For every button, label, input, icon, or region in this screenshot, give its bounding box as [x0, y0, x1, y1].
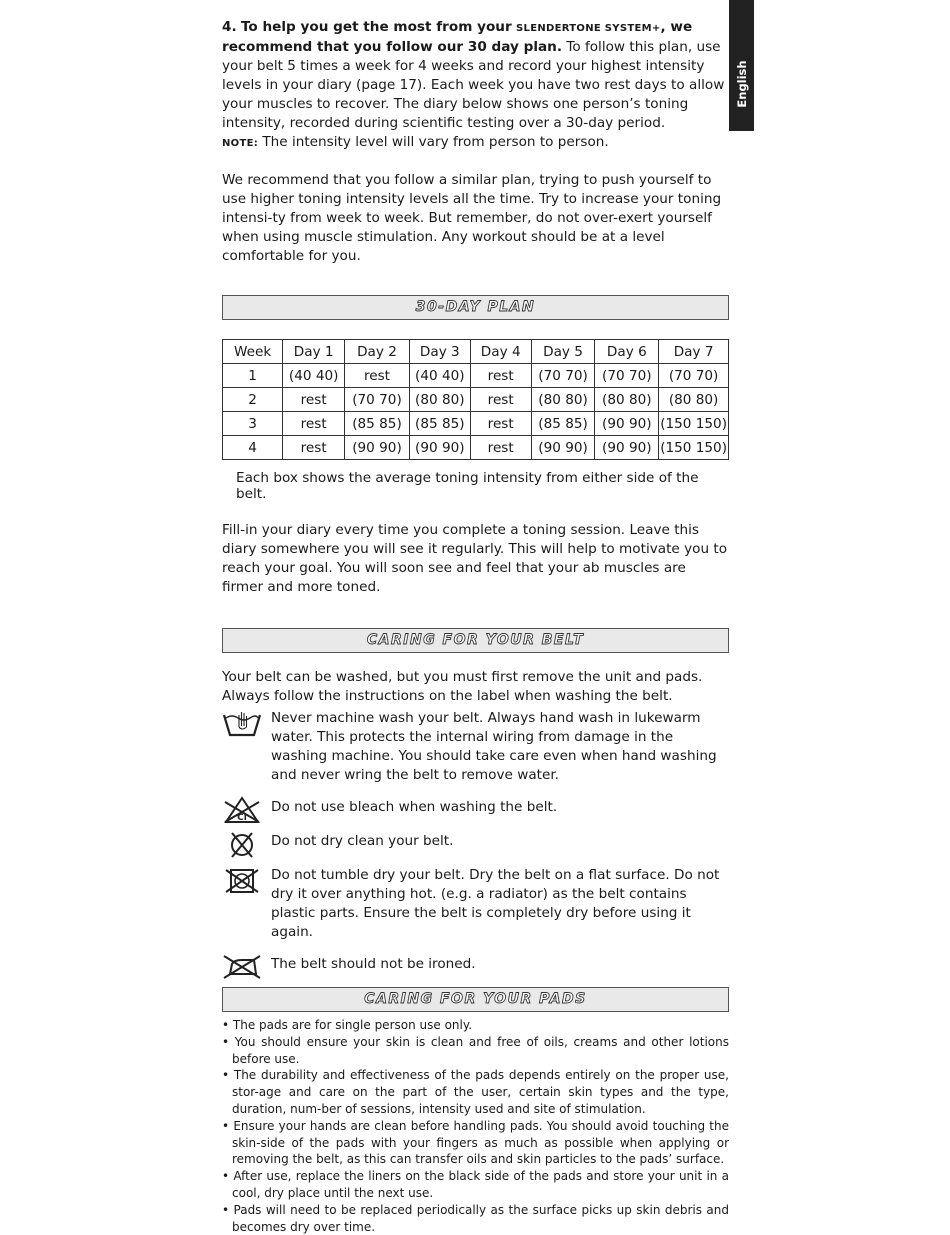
belt-care-intro: Your belt can be washed, but you must first remove the unit and pads. Always follow the instructions on the label when washing the belt. [222, 669, 703, 704]
intro-bold-tail: , we recommend that you follow our 30 day plan. [222, 19, 693, 55]
intro-body: To follow this plan, use your belt 5 times a week for 4 weeks and record your highest intensity levels in your diary (page 17). Each week you have two rest days to allow your muscles to recover. The diary below shows one person’s toning intensity, recorded during scientific testing over a 30-day period. [222, 39, 725, 131]
recommend-paragraph: We recommend that you follow a similar plan, trying to push yourself to use higher toning intensity levels all the time. Try to increase your toning intensi-ty from week to week. But remember, do not over-exert yourself when using muscle stimulation. Any workout should be at a level comfortable for you. [222, 172, 722, 264]
diary-paragraph: Fill-in your diary every time you complete a toning session. Leave this diary somewhere you will see it regularly. This will help to motivate you to reach your goal. You will soon see and feel that your ab muscles are firmer and more toned. [222, 522, 728, 595]
plan-column-header: Day 2 [345, 340, 410, 364]
plan-row [223, 436, 729, 460]
plan-column-header: Day 7 [659, 340, 729, 364]
plan-day-cell: (90 90) [595, 412, 659, 436]
hand-wash-icon [222, 709, 262, 739]
intro-bold-lead: To help you get the most from your [240, 19, 512, 35]
plan-day-cell: rest [283, 412, 345, 436]
pad-care-bullet: • Pads will need to be replaced periodically as the surface picks up skin debris and becomes dry over time. [222, 1202, 729, 1235]
plan-day-cell: (85 85) [345, 412, 410, 436]
care-text: Never machine wash your belt. Always hand wash in lukewarm water. This protects the internal wiring from damage in the washing machine. You should take care even when hand washing and never wring the belt to remove water. [271, 710, 717, 783]
plan-day-cell: rest [470, 364, 531, 388]
plan-day-cell: (85 85) [409, 412, 470, 436]
care-item [222, 796, 729, 826]
care-text: Do not use bleach when washing the belt. [271, 799, 558, 815]
care-text: Do not dry clean your belt. [271, 833, 454, 849]
plan-week-cell: 3 [223, 412, 283, 436]
brand-name: SLENDERTONE SYSTEM+ [516, 23, 661, 34]
belt-care-heading: CARING FOR YOUR BELT [222, 628, 729, 653]
plan-header-row [223, 340, 729, 364]
plan-row [223, 388, 729, 412]
plan-column-header: Day 1 [283, 340, 345, 364]
plan-day-cell: (80 80) [595, 388, 659, 412]
plan-day-cell: rest [345, 364, 410, 388]
care-text: Do not tumble dry your belt. Dry the belt on a flat surface. Do not dry it over anything hot. (e.g. a radiator) as the belt contains plastic parts. Ensure the belt is completely dry before using it again. [271, 867, 720, 940]
plan-day-cell: (70 70) [595, 364, 659, 388]
pad-care-heading: CARING FOR YOUR PADS [222, 987, 729, 1012]
plan-day-cell: rest [470, 388, 531, 412]
pad-care-bullet: • The durability and effectiveness of the pads depends entirely on the proper use, stor-age and care on the part of the user, certain skin types and the type, duration, num-ber of sessions, intensity used and site of stimulation. [222, 1067, 729, 1117]
plan-day-cell: (70 70) [659, 364, 729, 388]
language-tab-label: English [734, 60, 749, 108]
belt-care-list [222, 709, 729, 982]
plan-day-cell: (40 40) [283, 364, 345, 388]
plan-day-cell: (90 90) [345, 436, 410, 460]
plan-table [222, 339, 729, 460]
plan-day-cell: (80 80) [409, 388, 470, 412]
care-item [222, 952, 729, 982]
care-item [222, 830, 729, 860]
no-iron-icon [222, 952, 262, 982]
plan-day-cell: (90 90) [595, 436, 659, 460]
plan-week-cell: 4 [223, 436, 283, 460]
plan-week-cell: 1 [223, 364, 283, 388]
pad-care-list [222, 1017, 729, 1235]
plan-column-header: Day 3 [409, 340, 470, 364]
care-item [222, 866, 729, 942]
plan-day-cell: (40 40) [409, 364, 470, 388]
plan-day-cell: (80 80) [531, 388, 595, 412]
care-item [222, 709, 729, 785]
plan-day-cell: (90 90) [531, 436, 595, 460]
pad-care-bullet: • Ensure your hands are clean before handling pads. You should avoid touching the skin-side of the pads with your fingers as much as possible when applying or removing the belt, as this can transfer oils and skin particles to the pads’ surface. [222, 1118, 729, 1168]
plan-day-cell: (150 150) [659, 412, 729, 436]
plan-caption: Each box shows the average toning intensity from either side of the belt. [236, 470, 699, 502]
language-tab [729, 0, 754, 131]
pad-care-bullet: • After use, replace the liners on the black side of the pads and store your unit in a cool, dry place until the next use. [222, 1168, 729, 1202]
pad-care-bullet: • The pads are for single person use only. [222, 1017, 729, 1034]
no-tumble-dry-icon [222, 866, 262, 896]
manual-page [222, 18, 729, 1235]
plan-day-cell: (80 80) [659, 388, 729, 412]
intro-paragraph [222, 18, 729, 133]
no-dry-clean-icon [222, 830, 262, 860]
plan-day-cell: (90 90) [409, 436, 470, 460]
plan-day-cell: (70 70) [531, 364, 595, 388]
plan-row [223, 364, 729, 388]
care-text: The belt should not be ironed. [271, 956, 476, 972]
plan-day-cell: rest [470, 412, 531, 436]
plan-column-header: Day 6 [595, 340, 659, 364]
plan-row [223, 412, 729, 436]
note-text: The intensity level will vary from person to person. [258, 134, 609, 150]
plan-column-header: Week [223, 340, 283, 364]
plan-day-cell: rest [283, 388, 345, 412]
pad-care-bullet: • You should ensure your skin is clean and free of oils, creams and other lotions before use. [222, 1034, 729, 1068]
plan-day-cell: rest [470, 436, 531, 460]
plan-column-header: Day 4 [470, 340, 531, 364]
no-bleach-icon [222, 796, 262, 826]
plan-day-cell: (150 150) [659, 436, 729, 460]
plan-day-cell: (70 70) [345, 388, 410, 412]
note-label: NOTE: [222, 138, 259, 149]
intro-number: 4. [222, 19, 237, 35]
plan-column-header: Day 5 [531, 340, 595, 364]
plan-day-cell: (85 85) [531, 412, 595, 436]
plan-heading: 30-DAY PLAN [222, 295, 729, 320]
plan-day-cell: rest [283, 436, 345, 460]
note-paragraph [222, 133, 729, 153]
bleach-symbol-text: Cl [237, 813, 247, 823]
plan-week-cell: 2 [223, 388, 283, 412]
